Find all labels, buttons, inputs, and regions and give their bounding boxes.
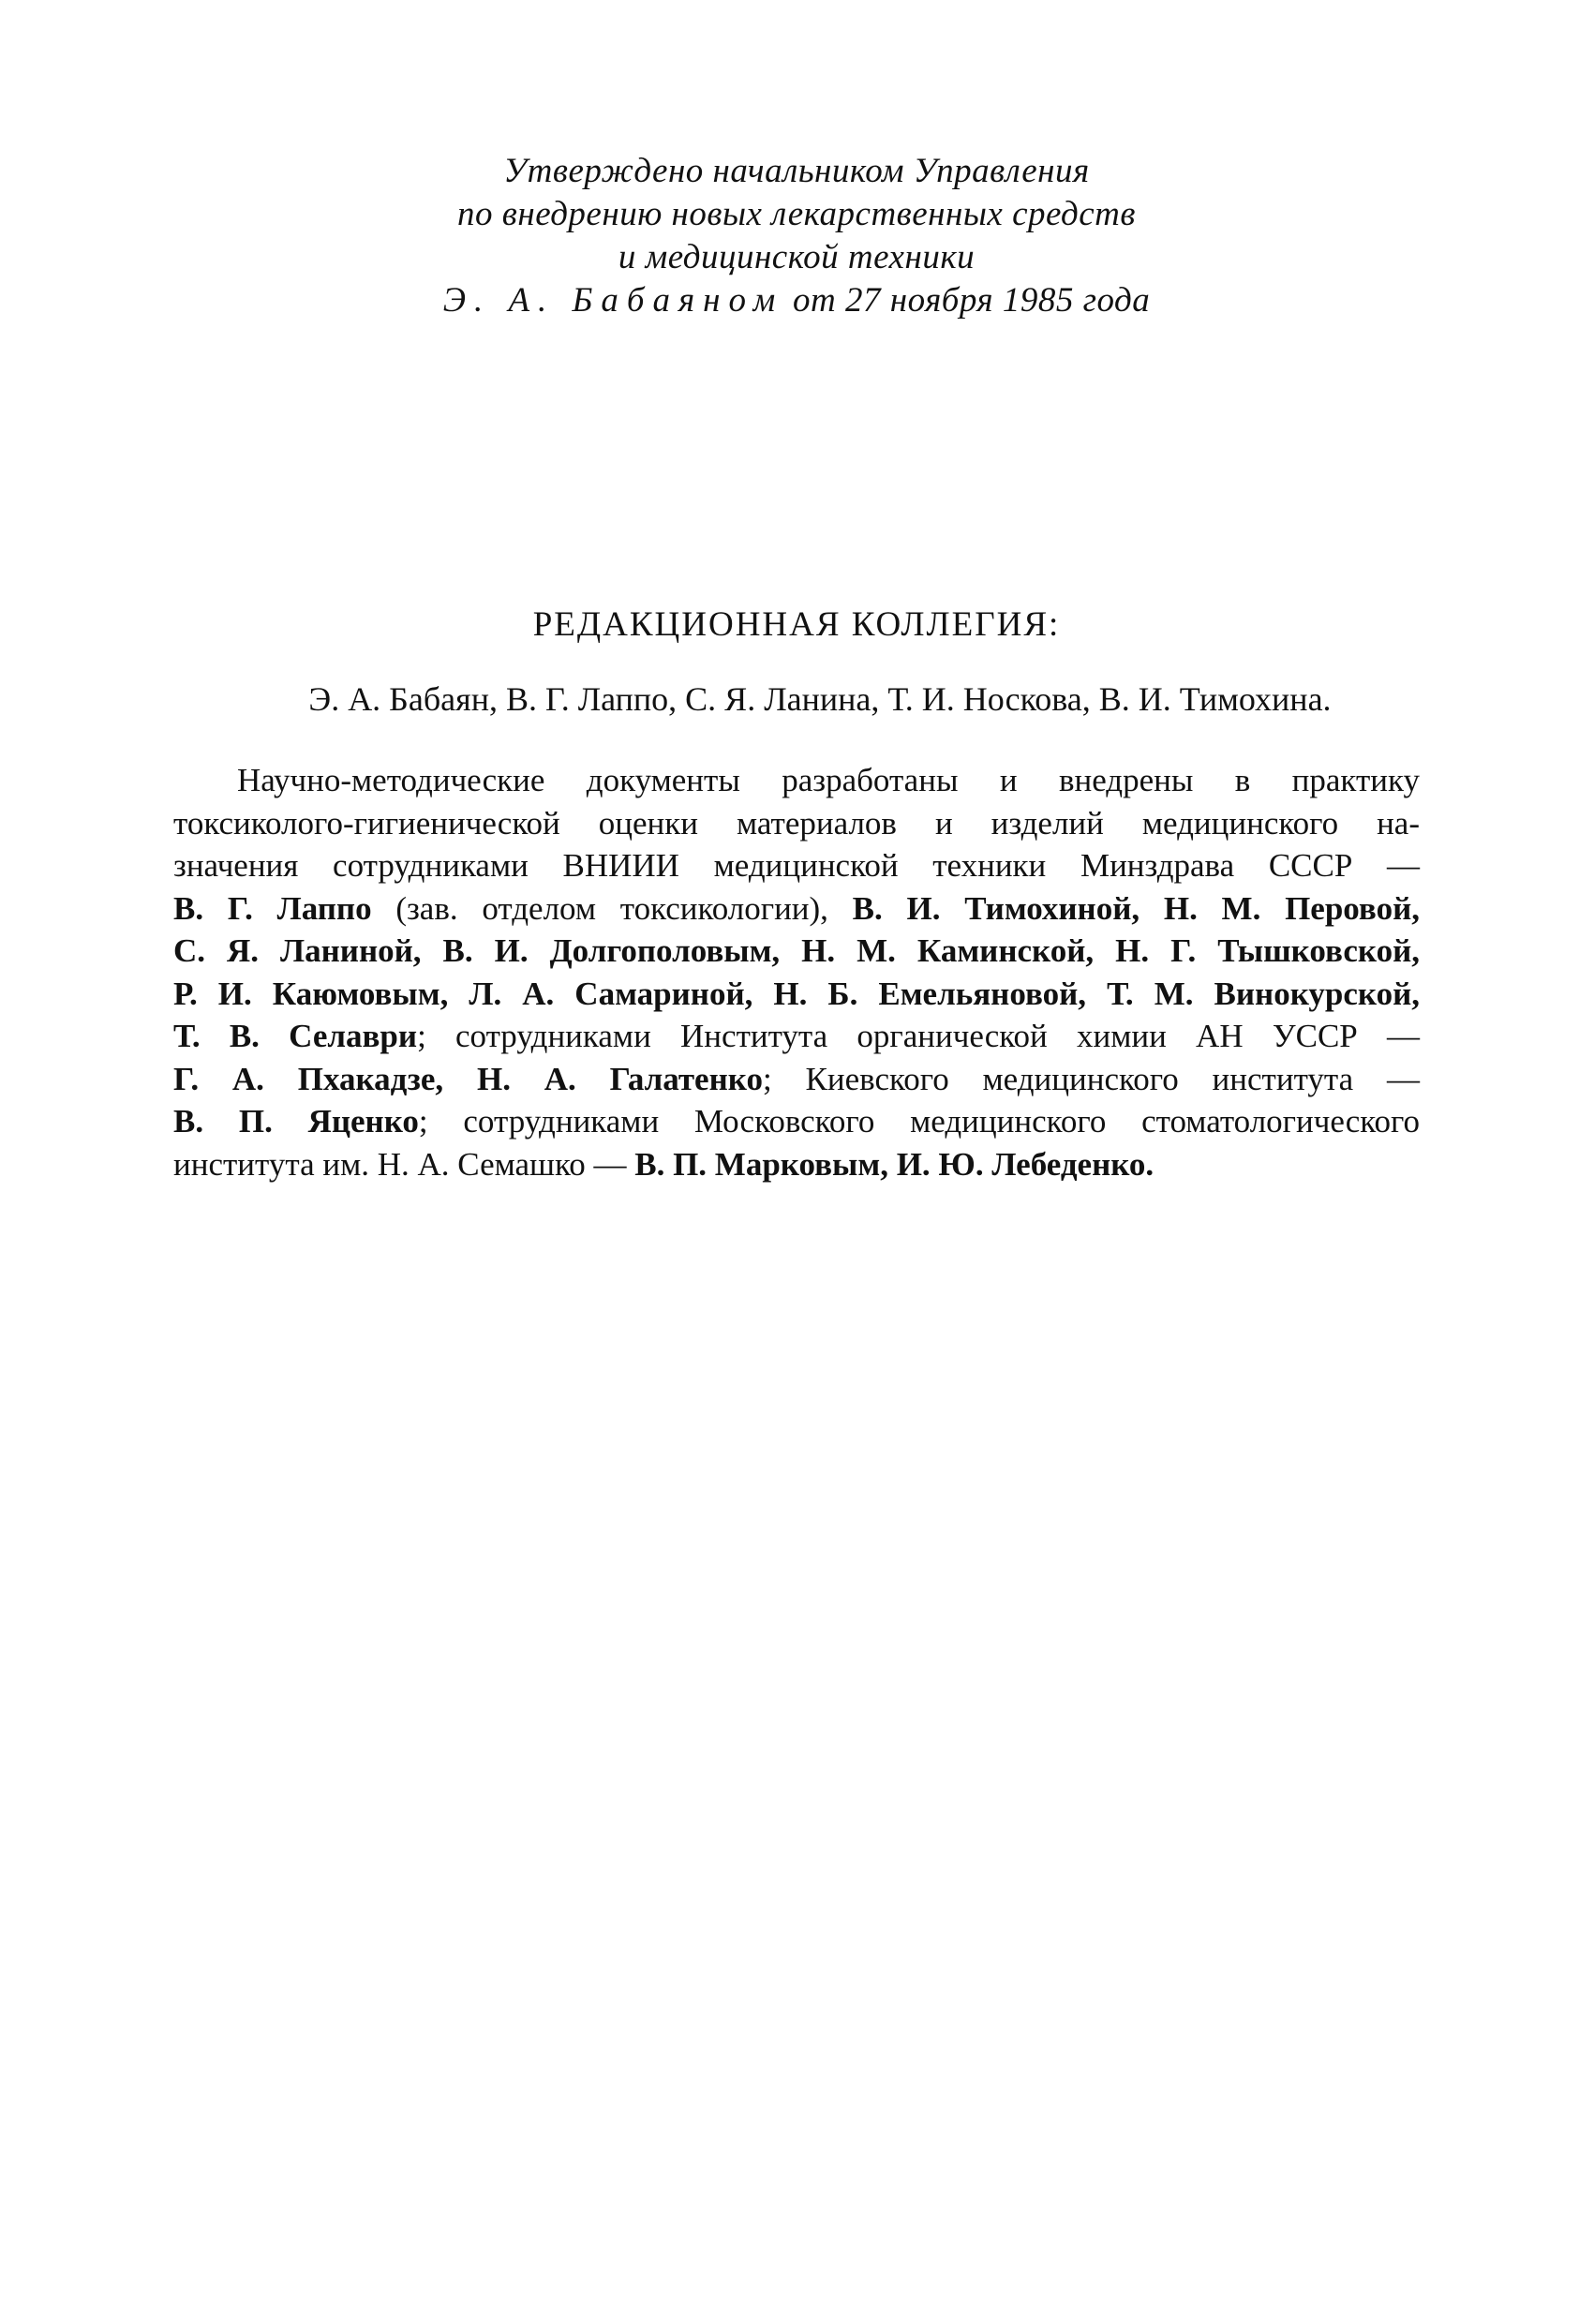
paragraph-line-authors: Р. И. Каюмовым, Л. А. Самариной, Н. Б. Емельяновой, Т. М. Винокурской, [173, 975, 1420, 1012]
approval-block [234, 150, 1359, 322]
author-names: В. П. Марковым, И. Ю. Лебеденко. [634, 1145, 1155, 1183]
paragraph-text: ; сотрудниками Московского медицинского стоматологического [418, 1103, 1420, 1140]
paragraph-line [173, 1143, 1420, 1186]
author-name: Т. В. Селаври [173, 1018, 418, 1054]
approval-line-1: Утверждено начальником Управления [503, 152, 1090, 190]
author-names: В. И. Тимохиной, Н. М. Перовой, [852, 889, 1420, 927]
approver-name: Э. А. Бабаяном [442, 281, 784, 320]
approval-line-3: и медицинской техники [618, 238, 976, 276]
author-names: Г. А. Пхакадзе, Н. А. Галатенко [173, 1060, 763, 1097]
paragraph-line: Научно-методические документы разработаны и внедрены в практику [237, 762, 1420, 798]
approval-date: от 27 ноября 1985 года [793, 281, 1151, 320]
paragraph-text: ; Киевского медицинского института — [762, 1060, 1420, 1097]
paragraph-text: ; сотрудниками Института органической химии АН УССР — [417, 1018, 1421, 1054]
paragraph-line: токсиколого-гигиенической оценки материалов и изделий медицинского на- [173, 804, 1420, 842]
authors-paragraph [173, 759, 1420, 1185]
paragraph-line-authors: С. Я. Ланиной, В. И. Долгополовым, Н. М. Каминской, Н. Г. Тышковской, [173, 932, 1420, 969]
paragraph-text: (зав. отделом токсикологии), [371, 889, 853, 927]
approval-line-2: по внедрению новых лекарственных средств [457, 195, 1136, 233]
paragraph-text: института им. Н. А. Семашко — [173, 1145, 635, 1183]
paragraph-line [173, 1100, 1420, 1143]
approval-line-4 [234, 279, 1359, 322]
author-name: В. П. Яценко [173, 1103, 419, 1140]
board-members: Э. А. Бабаян, В. Г. Лаппо, С. Я. Ланина, Т. И. Носкова, В. И. Тимохина. [308, 680, 1332, 718]
author-name: В. Г. Лаппо [173, 889, 372, 927]
paragraph-line [173, 1058, 1420, 1101]
board-title: РЕДАКЦИОННАЯ КОЛЛЕГИЯ: [532, 605, 1061, 644]
paragraph-line: значения сотрудниками ВНИИИ медицинской техники Минздрава СССР — [173, 847, 1420, 884]
paragraph-line [173, 1015, 1420, 1058]
paragraph-line [173, 887, 1420, 931]
